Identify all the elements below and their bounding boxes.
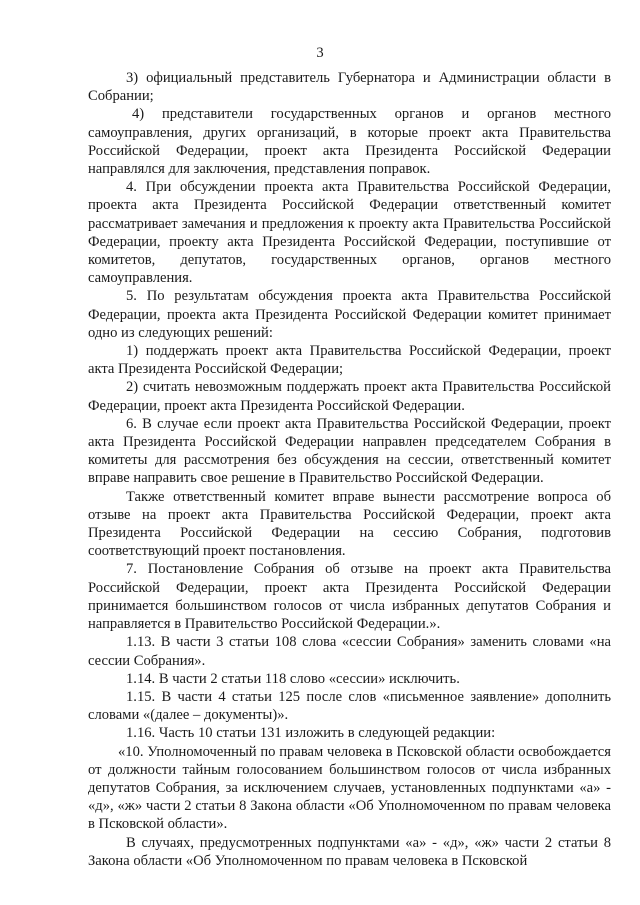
paragraph-3: 4. При обсуждении проекта акта Правительства Российской Федерации, проекта акта Президента Российской Федерации ответственный комитет рассматривает замечания и предложения к проекту акта Правительства Российской Федерации, проекту акта Президента Российской Федерации, поступившие от комитетов, депутатов, государственных органов, органов местного самоуправления.	[88, 179, 611, 287]
paragraph-8: Также ответственный комитет вправе вынести рассмотрение вопроса об отзыве на проект акта Правительства Российской Федерации, проект акта Президента Российской Федерации на сессию Собрания, подготовив соответствующий проект постановления.	[88, 488, 611, 560]
paragraph-12: 1.15. В части 4 статьи 125 после слов «письменное заявление» дополнить словами «(далее – документы)».	[88, 688, 611, 724]
paragraph-9: 7. Постановление Собрания об отзыве на проект акта Правительства Российской Федерации, проект акта Президента Российской Федерации принимается большинством голосов от числа избранных депутатов Собрания и направляется в Правительство Российской Федерации.».	[88, 561, 611, 633]
paragraph-7: 6. В случае если проект акта Правительства Российской Федерации, проект акта Президента Российской Федерации направлен председателем Собрания в комитеты для рассмотрения без обсуждения на сессии, ответственный комитет вправе направить свое решение в Правительство Российской Федерации.	[88, 415, 611, 487]
paragraph-15: В случаях, предусмотренных подпунктами «а» - «д», «ж» части 2 статьи 8 Закона области «Об Уполномоченном по правам человека в Псковской	[88, 834, 611, 869]
paragraph-5: 1) поддержать проект акта Правительства Российской Федерации, проект акта Президента Российской Федерации;	[88, 343, 611, 378]
paragraph-1: 3) официальный представитель Губернатора и Администрации области в Собрании;	[88, 70, 611, 105]
paragraph-6: 2) считать невозможным поддержать проект акта Правительства Российской Федерации, проект акта Президента Российской Федерации.	[88, 379, 611, 414]
document-body	[88, 69, 611, 870]
paragraph-4: 5. По результатам обсуждения проекта акта Правительства Российской Федерации, проекта акта Президента Российской Федерации комитет принимает одно из следующих решений:	[88, 288, 611, 341]
paragraph-11: 1.14. В части 2 статьи 118 слово «сессии» исключить.	[126, 670, 460, 687]
page-number: 3	[316, 45, 324, 61]
paragraph-13: 1.16. Часть 10 статьи 131 изложить в следующей редакции:	[126, 725, 496, 742]
paragraph-2: 4) представители государственных органов и органов местного самоуправления, других организаций, в которые проект акта Правительства Российской Федерации, проект акта Президента Российской Федерации направлялся для заключения, представления поправок.	[88, 106, 611, 178]
paragraph-14: «10. Уполномоченный по правам человека в Псковской области освобождается от должности тайным голосованием большинством голосов от числа избранных депутатов Собрания, за исключением случаев, установленных подпунктами «а» - «д», «ж» части 2 статьи 8 Закона области «Об Уполномоченном по правам человека в Псковской области».	[88, 743, 611, 833]
paragraph-10: 1.13. В части 3 статьи 108 слова «сессии Собрания» заменить словами «на сессии Собрания».	[88, 634, 611, 669]
